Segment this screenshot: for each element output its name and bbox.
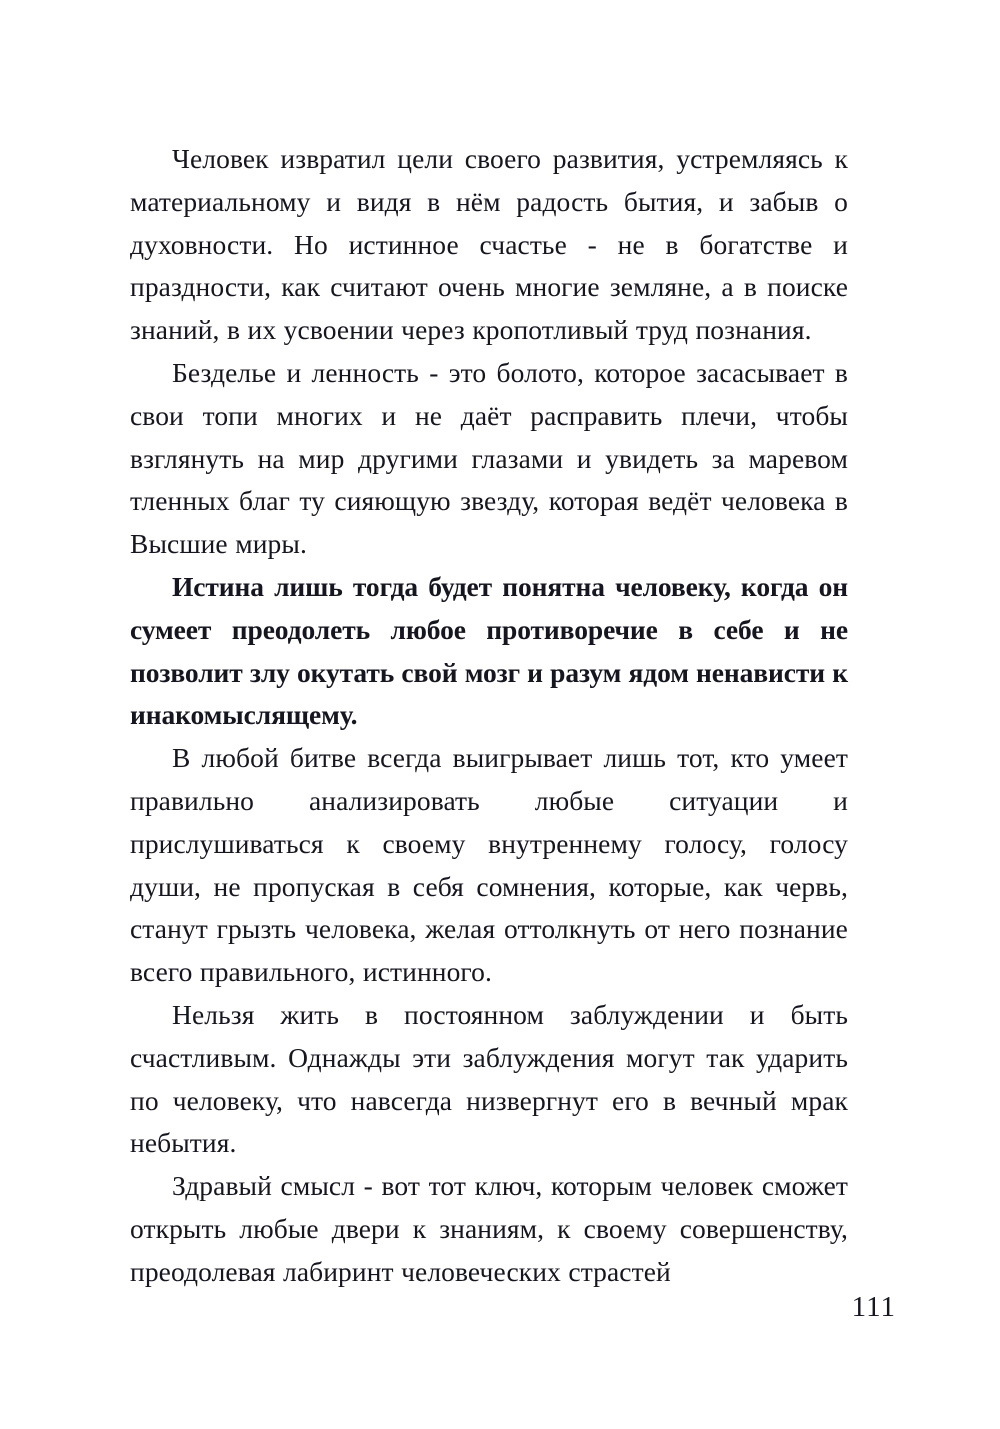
page-number: 111 [851, 1291, 896, 1323]
paragraph-6: Здравый смысл - вот тот ключ, которым человек сможет открыть любые двери к знаниям, к своему совершенству, преодолевая лабиринт человеческих страстей [130, 1170, 848, 1287]
page-text-block [130, 138, 848, 1294]
paragraph-4: В любой битве всегда выигрывает лишь тот, кто умеет правильно анализировать любые ситуации и прислушиваться к своему внутреннему голосу, голосу души, не пропуская в себя сомнения, которые, как червь, станут грызть человека, желая оттолкнуть от него познание всего правильного, истинного. [130, 742, 848, 988]
paragraph-5: Нельзя жить в постоянном заблуждении и быть счастливым. Однажды эти заблуждения могут так ударить по человеку, что навсегда низвергнут его в вечный мрак небытия. [130, 998, 848, 1159]
paragraph-3-emphasis: Истина лишь тогда будет понятна человеку, когда он сумеет преодолеть любое противоречие в себе и не позволит злу окутать свой мозг и разум ядом ненависти к инакомыслящему. [130, 570, 848, 731]
paragraph-1: Человек извратил цели своего развития, устремляясь к материальному и видя в нём радость бытия, и забыв о духовности. Но истинное счастье - не в богатстве и праздности, как считают очень многие земляне, а в поиске знаний, в их усвоении через кропотливый труд познания. [130, 143, 848, 346]
paragraph-2: Безделье и ленность - это болото, которое засасывает в свои топи многих и не даёт расправить плечи, чтобы взглянуть на мир другими глазами и увидеть за маревом тленных благ ту сияющую звезду, которая ведёт человека в Высшие миры. [130, 356, 848, 560]
